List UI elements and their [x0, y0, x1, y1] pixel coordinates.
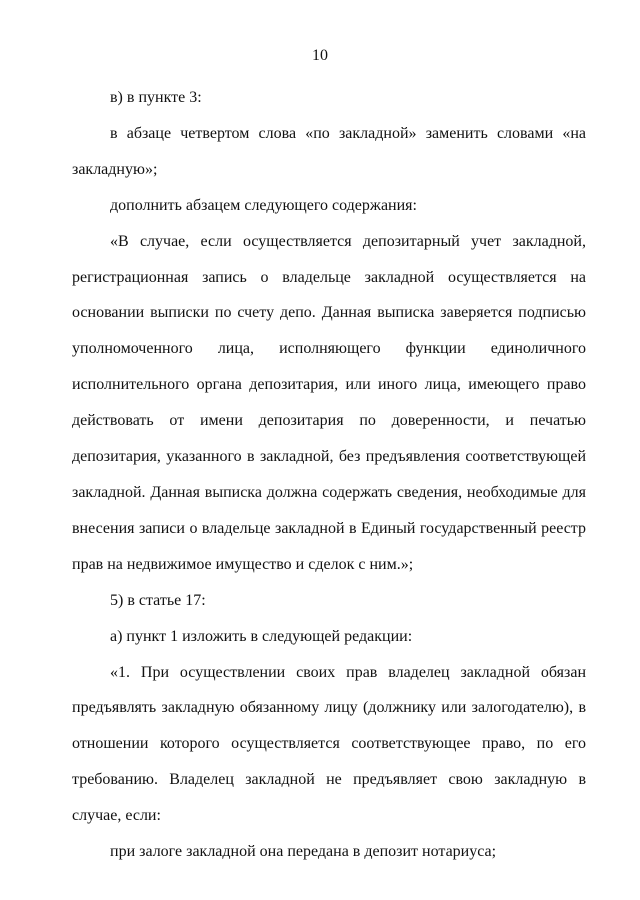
paragraph-clause-v: в) в пункте 3:: [110, 89, 202, 106]
paragraph-amend-fourth-abzats: в абзаце четвертом слова «по закладной» заменить словами «на закладную»;: [72, 124, 586, 178]
page-number: 10: [312, 47, 328, 64]
paragraph-point-1-text: «1. При осуществлении своих прав владелец закладной обязан предъявлять закладную обязанному лицу (должнику или залогодателю), в отношении которого осуществляется соответствующее право, по его требованию. Владелец закладной не предъявляет свою закладную в случае, если:: [72, 663, 586, 825]
paragraph-notary-deposit: при залоге закладной она передана в депозит нотариуса;: [110, 843, 497, 861]
paragraph-add-abzats: дополнить абзацем следующего содержания:: [110, 196, 417, 214]
paragraph-article-17: 5) в статье 17:: [110, 591, 206, 609]
paragraph-depository-quote: «В случае, если осуществляется депозитарный учет закладной, регистрационная запись о владельце закладной осуществляется на основании выписки по счету депо. Данная выписка заверяется подписью уполномоченного лица, исполняющего функции единоличного исполнительного органа депозитария, или иного лица, имеющего право действовать от имени депозитария по доверенности, и печатью депозитария, указанного в закладной, без предъявления соответствующей закладной. Данная выписка должна содержать сведения, необходимые для внесения записи о владельце закладной в Единый государственный реестр прав на недвижимое имущество и сделок с ним.»;: [72, 232, 586, 573]
paragraph-point-1-new-edition: а) пункт 1 изложить в следующей редакции:: [110, 627, 413, 645]
document-body: [72, 80, 586, 870]
